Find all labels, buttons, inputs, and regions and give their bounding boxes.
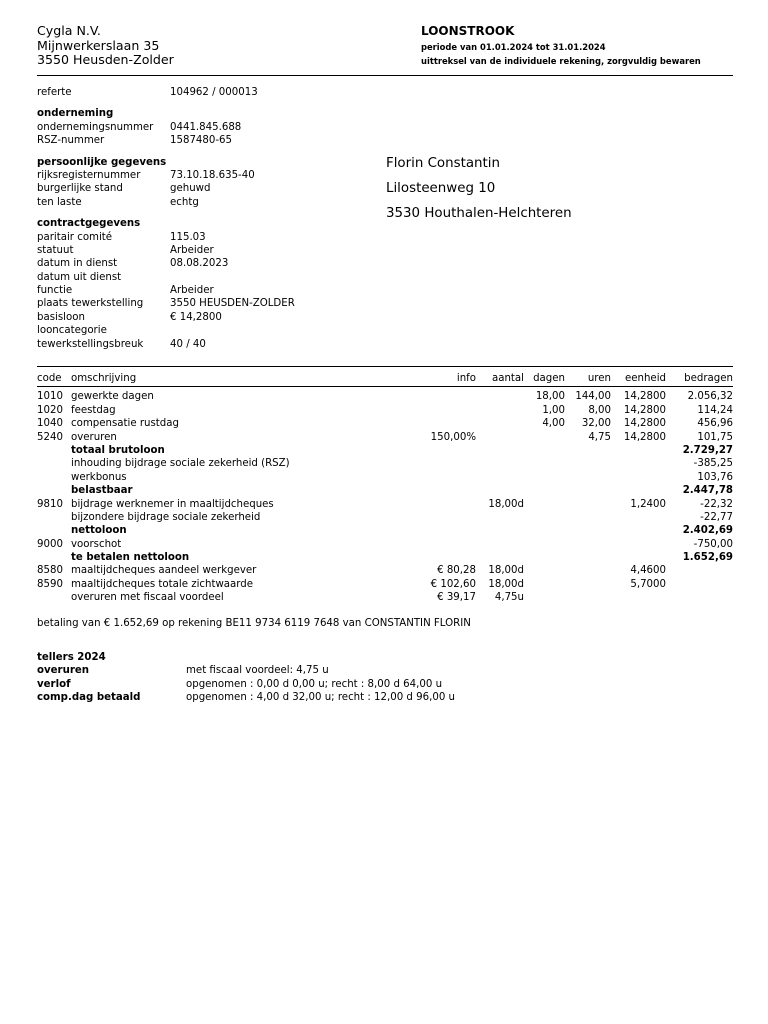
breuk-label: tewerkstellingsbreuk [37,338,144,350]
cell-desc: maaltijdcheques totale zichtwaarde [71,578,254,590]
cell-eenheid: 5,7000 [630,578,666,590]
cell-bedrag: 2.402,69 [682,525,733,537]
tenlaste-row [37,196,377,209]
cell-dagen: 4,00 [542,418,565,430]
ondernemingsnummer-label: ondernemingsnummer [37,121,154,133]
cell-bedrag: -385,25 [693,458,733,470]
cell-bedrag: 2.056,32 [687,391,733,403]
table-row [37,431,733,444]
info-block [37,86,377,351]
table-row [37,511,733,524]
basisloon-value: € 14,2800 [170,311,222,323]
payment-line: betaling van € 1.652,69 op rekening BE11 9734 6119 7648 van CONSTANTIN FLORIN [37,618,471,629]
indienst-row [37,257,377,270]
uitdienst-label: datum uit dienst [37,271,122,283]
tellers-compdag-label: comp.dag betaald [37,692,141,704]
cell-desc: compensatie rustdag [71,418,179,430]
table-row [37,524,733,537]
table-row [37,444,733,457]
cell-desc: totaal brutoloon [71,444,165,456]
table-row [37,404,733,417]
cell-dagen: 1,00 [542,404,565,416]
cell-aantal: 18,00d [488,498,524,510]
cell-uren: 8,00 [588,404,611,416]
cell-code: 9000 [37,538,63,550]
tellers-overuren-label: overuren [37,665,90,677]
burgerlijke-value: gehuwd [170,183,211,195]
cell-desc: bijdrage werknemer in maaltijdcheques [71,498,274,510]
table-header [37,372,733,385]
table-row [37,538,733,551]
cell-info: 150,00% [430,431,476,443]
employee-city: 3530 Houthalen-Helchteren [386,206,572,221]
payslip-lines-table [37,372,733,605]
table-row [37,578,733,591]
cell-uren: 4,75 [588,431,611,443]
table-row [37,564,733,577]
cell-code: 1020 [37,404,63,416]
table-row [37,484,733,497]
cell-dagen: 18,00 [535,391,565,403]
persoonlijk-heading-row [37,156,377,169]
employer-city: 3550 Heusden-Zolder [37,52,174,67]
cell-code: 1040 [37,418,63,430]
tellers-verlof-value: opgenomen : 0,00 d 0,00 u; recht : 8,00 d 64,00 u [186,678,443,690]
cell-eenheid: 14,2800 [623,404,666,416]
functie-value: Arbeider [170,285,214,297]
ondernemingsnummer-value: 0441.845.688 [170,121,242,133]
plaats-row [37,297,377,310]
table-top-divider [37,366,733,367]
cell-desc: inhouding bijdrage sociale zekerheid (RSZ) [71,458,290,470]
table-row [37,551,733,564]
tellers-compdag-value: opgenomen : 4,00 d 32,00 u; recht : 12,00 d 96,00 u [186,692,455,704]
tellers-verlof-row [37,678,637,691]
breuk-row [37,338,377,351]
tellers-compdag-row [37,691,637,704]
header-dagen: dagen [533,373,565,384]
cell-eenheid: 14,2800 [623,431,666,443]
burgerlijke-label: burgerlijke stand [37,183,123,195]
tellers-block [37,651,637,705]
cell-desc: bijzondere bijdrage sociale zekerheid [71,511,261,523]
plaats-value: 3550 HEUSDEN-ZOLDER [170,298,295,310]
cell-eenheid: 4,4600 [630,565,666,577]
rsz-row [37,134,377,147]
tellers-overuren-value: met fiscaal voordeel: 4,75 u [186,665,329,677]
cell-bedrag: -22,32 [700,498,733,510]
header-bedragen: bedragen [684,373,733,384]
table-row [37,498,733,511]
functie-row [37,284,377,297]
header-uren: uren [587,373,611,384]
employer-address [37,24,174,68]
cell-desc: werkbonus [71,471,127,483]
statuut-row [37,244,377,257]
looncategorie-label: looncategorie [37,325,107,337]
tellers-title-row [37,651,637,664]
cell-bedrag: 2.729,27 [682,444,733,456]
cell-bedrag: 1.652,69 [682,552,733,564]
cell-desc: gewerkte dagen [71,391,154,403]
cell-info: € 80,28 [437,565,476,577]
cell-eenheid: 14,2800 [623,418,666,430]
referte-row [37,86,377,99]
cell-code: 5240 [37,431,63,443]
cell-eenheid: 14,2800 [623,391,666,403]
header-info: info [456,373,476,384]
basisloon-label: basisloon [37,311,85,323]
onderneming-heading-row [37,107,377,120]
header-aantal: aantal [491,373,524,384]
cell-desc: te betalen nettoloon [71,552,190,564]
statuut-value: Arbeider [170,244,214,256]
cell-aantal: 4,75u [494,592,524,604]
cell-bedrag: 101,75 [697,431,733,443]
header-eenheid: eenheid [624,373,666,384]
contract-heading: contractgegevens [37,218,141,230]
cell-code: 8580 [37,565,63,577]
cell-desc: overuren [71,431,117,443]
table-row [37,591,733,604]
referte-label: referte [37,87,72,98]
tenlaste-value: echtg [170,196,199,208]
cell-desc: nettoloon [71,525,127,537]
paritair-label: paritair comité [37,231,113,243]
tellers-verlof-label: verlof [37,678,71,690]
tellers-title: tellers 2024 [37,652,106,663]
rsz-label: RSZ-nummer [37,135,105,147]
indienst-label: datum in dienst [37,258,118,270]
contract-heading-row [37,217,377,230]
cell-bedrag: 456,96 [697,418,733,430]
cell-desc: overuren met fiscaal voordeel [71,592,224,604]
table-row [37,471,733,484]
table-row [37,390,733,403]
indienst-value: 08.08.2023 [170,258,229,270]
statuut-label: statuut [37,244,74,256]
cell-aantal: 18,00d [488,578,524,590]
employee-name: Florin Constantin [386,156,500,171]
plaats-label: plaats tewerkstelling [37,298,144,310]
cell-code: 1010 [37,391,63,403]
paritair-row [37,231,377,244]
onderneming-heading: onderneming [37,108,114,120]
cell-desc: voorschot [71,538,122,550]
ondernemingsnummer-row [37,121,377,134]
tenlaste-label: ten laste [37,196,82,208]
burgerlijke-row [37,182,377,195]
document-subtitle: uittreksel van de individuele rekening, zorgvuldig bewaren [421,56,701,66]
employer-street: Mijnwerkerslaan 35 [37,37,160,53]
rsz-value: 1587480-65 [170,135,233,147]
rijksregister-label: rijksregisternummer [37,169,141,181]
persoonlijk-heading: persoonlijke gegevens [37,156,167,168]
cell-aantal: 18,00d [488,565,524,577]
cell-code: 9810 [37,498,63,510]
employer-name: Cygla N.V. [37,23,101,38]
header-divider [37,75,733,76]
functie-label: functie [37,285,73,297]
uitdienst-row [37,271,377,284]
cell-uren: 144,00 [575,391,611,403]
cell-desc: maaltijdcheques aandeel werkgever [71,565,257,577]
cell-bedrag: 103,76 [697,471,733,483]
basisloon-row [37,311,377,324]
cell-info: € 39,17 [437,592,476,604]
paritair-value: 115.03 [170,231,206,243]
table-body [37,390,733,604]
table-row [37,417,733,430]
tellers-overuren-row [37,664,637,677]
cell-desc: feestdag [71,404,116,416]
cell-bedrag: 2.447,78 [682,485,733,497]
table-row [37,457,733,470]
breuk-value: 40 / 40 [170,338,206,350]
cell-info: € 102,60 [430,578,476,590]
document-title: LOONSTROOK [421,24,515,38]
document-period: periode van 01.01.2024 tot 31.01.2024 [421,42,606,52]
cell-uren: 32,00 [581,418,611,430]
cell-eenheid: 1,2400 [630,498,666,510]
cell-bedrag: -22,77 [700,511,733,523]
cell-desc: belastbaar [71,485,133,497]
cell-bedrag: -750,00 [693,538,733,550]
header-desc: omschrijving [71,373,137,384]
looncategorie-row [37,324,377,337]
cell-code: 8590 [37,578,63,590]
cell-bedrag: 114,24 [697,404,733,416]
rijksregister-row [37,169,377,182]
header-code: code [37,373,62,384]
referte-value: 104962 / 000013 [170,87,258,98]
employee-street: Lilosteenweg 10 [386,181,496,196]
rijksregister-value: 73.10.18.635-40 [170,169,255,181]
